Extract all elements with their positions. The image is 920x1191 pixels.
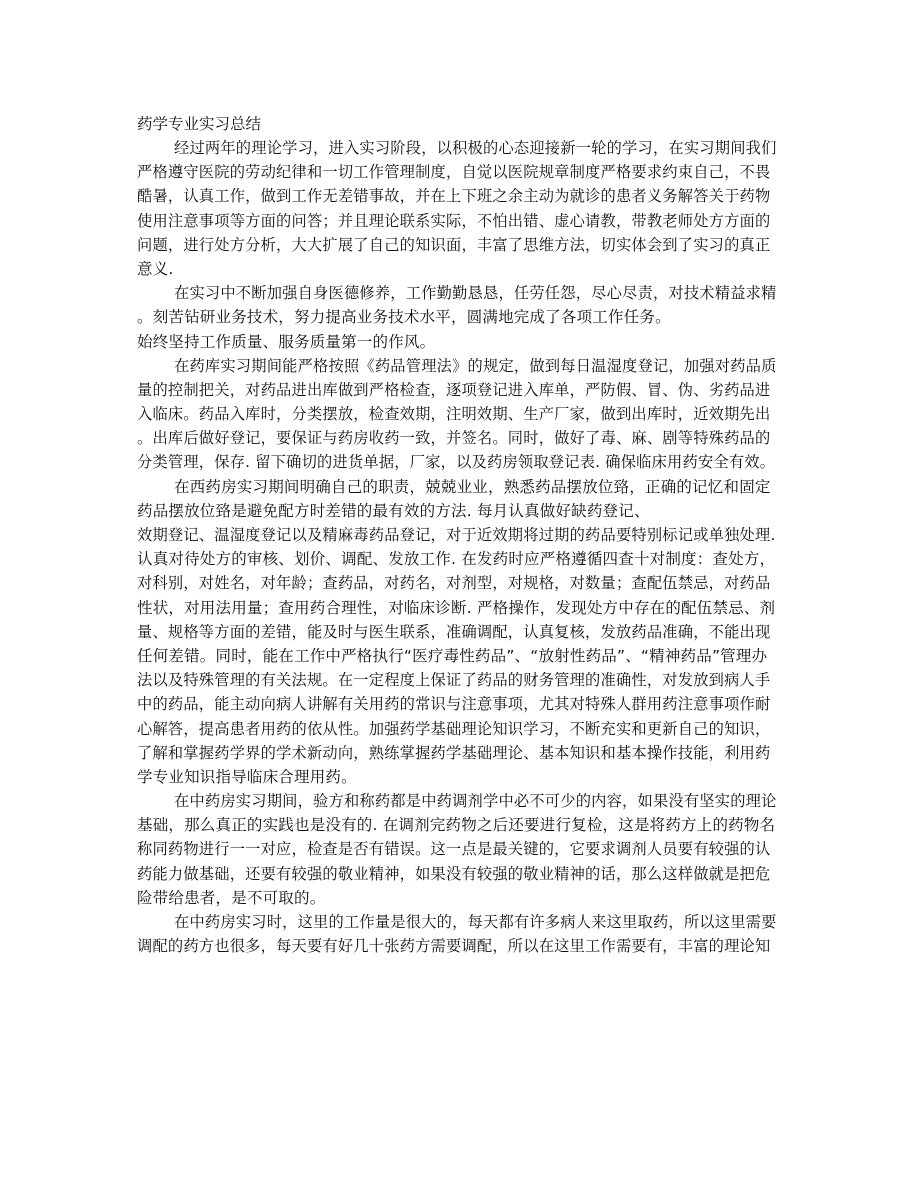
paragraph-line: 性状，对用法用量；查用药合理性，对临床诊断. 严格操作，发现处方中存在的配伍禁忌、剂 [137,598,776,617]
paragraph-line: 量的控制把关，对药品进出库做到严格检查，逐项登记进入库单，严防假、冒、伪、劣药品进 [137,380,771,399]
document-title: 药学专业实习总结 [137,115,262,133]
paragraph-line: 分类管理，保存. 留下确切的进货单据，厂家，以及药房领取登记表. 确保临床用药安全有效。 [137,453,776,472]
paragraph-line: 调配的药方也很多，每天要有好几十张药方需要调配，所以在这里工作需要有，丰富的理论知 [137,937,771,956]
paragraph-line: 严格遵守医院的劳动纪律和一切工作管理制度，自觉以医院规章制度严格要求约束自己，不畏 [137,163,771,182]
paragraph-line: 对科别，对姓名，对年龄；查药品，对药名，对剂型，对规格，对数量；查配伍禁忌，对药品 [137,574,771,593]
paragraph-chinese-pharmacy [137,789,777,910]
paragraph-line: 在西药房实习期间明确自己的职责，兢兢业业，熟悉药品摆放位臵，正确的记忆和固定 [174,477,771,496]
paragraph-line: 认真对待处方的审核、划价、调配、发放工作. 在发药时应严格遵循四查十对制度：查处方， [137,550,776,569]
paragraph-line: 。刻苦钻研业务技术，努力提高业务技术水平，圆满地完成了各项工作任务。 [137,308,671,327]
paragraph-line: 中的药品，能主动向病人讲解有关用药的常识与注意事项，尤其对特殊人群用药注意事项作耐 [137,695,771,714]
paragraph-line: 学专业知识指导临床合理用药。 [137,767,357,786]
paragraph-chinese-pharmacy-workload [137,910,777,958]
paragraph-line: 在中药房实习时，这里的工作量是很大的，每天都有许多病人来这里取药，所以这里需要 [174,913,777,931]
paragraph-line: 法以及特殊管理的有关法规。在一定程度上保证了药品的财务管理的准确性，对发放到病人手 [137,671,771,690]
paragraph-line: 在药库实习期间能严格按照《药品管理法》的规定，做到每日温湿度登记，加强对药品质 [174,356,777,375]
paragraph-line: 。出库后做好登记，要保证与药房收药一致，并签名。同时，做好了毒、麻、剧等特殊药品的 [137,429,771,448]
paragraph-intro [137,136,777,281]
paragraph-line: 基础，那么真正的实践也是没有的. 在调剂完药物之后还要进行复检，这是将药方上的药物名 [137,816,776,835]
paragraph-line: 使用注意事项等方面的问答；并且理论联系实际，不怕出错、虚心请教，带教老师处方方面的 [137,211,771,230]
paragraph-line: 药品摆放位臵是避免配方时差错的最有效的方法. 每月认真做好缺药登记、 [137,501,650,520]
paragraph-line: 在实习中不断加强自身医德修养，工作勤勤恳恳，任劳任怨，尽心尽责，对技术精益求精 [174,284,777,303]
paragraph-line: 经过两年的理论学习，进入实习阶段，以积极的心态迎接新一轮的学习，在实习期间我们 [174,139,777,157]
paragraph-line: 在中药房实习期间，验方和称药都是中药调剂学中必不可少的内容，如果没有坚实的理论 [174,792,777,811]
paragraph-line: 了解和掌握药学界的学术新动向，熟练掌握药学基础理论、基本知识和基本操作技能，利用药 [137,743,771,762]
paragraph-line: 问题，进行处方分析，大大扩展了自己的知识面，丰富了思维方法，切实体会到了实习的真正 [137,235,771,254]
paragraph-western-pharmacy [137,475,777,789]
paragraph-line: 始终坚持工作质量、服务质量第一的作风。 [137,332,436,351]
paragraph-line: 量、规格等方面的差错，能及时与医生联系，准确调配，认真复核，发放药品准确，不能出现 [137,622,771,641]
paragraph-line: 入临床。药品入库时，分类摆放，检查效期，注明效期、生产厂家，做到出库时，近效期先出 [137,405,771,424]
paragraph-line: 称同药物进行一一对应，检查是否有错误。这一点是最关键的，它要求调剂人员要有较强的认 [137,840,771,859]
paragraph-line: 任何差错。同时，能在工作中严格执行“医疗毒性药品”、“放射性药品”、“精神药品”管理办 [137,646,768,665]
document-body [137,112,777,958]
paragraph-line: 意义. [137,259,174,278]
paragraph-line: 酷暑，认真工作，做到工作无差错事故，并在上下班之余主动为就诊的患者义务解答关于药物 [137,187,771,206]
paragraph-warehouse [137,354,777,475]
paragraph-line: 药能力做基础，还要有较强的敬业精神，如果没有较强的敬业精神的话，那么这样做就是把危 [137,864,771,883]
paragraph-line: 效期登记、温湿度登记以及精麻毒药品登记，对于近效期将过期的药品要特别标记或单独处理. [137,526,776,544]
paragraph-line: 险带给患者，是不可取的。 [137,888,326,907]
paragraph-ethics [137,281,777,354]
paragraph-line: 心解答，提高患者用药的依从性。加强药学基础理论知识学习，不断充实和更新自己的知识， [137,719,771,738]
